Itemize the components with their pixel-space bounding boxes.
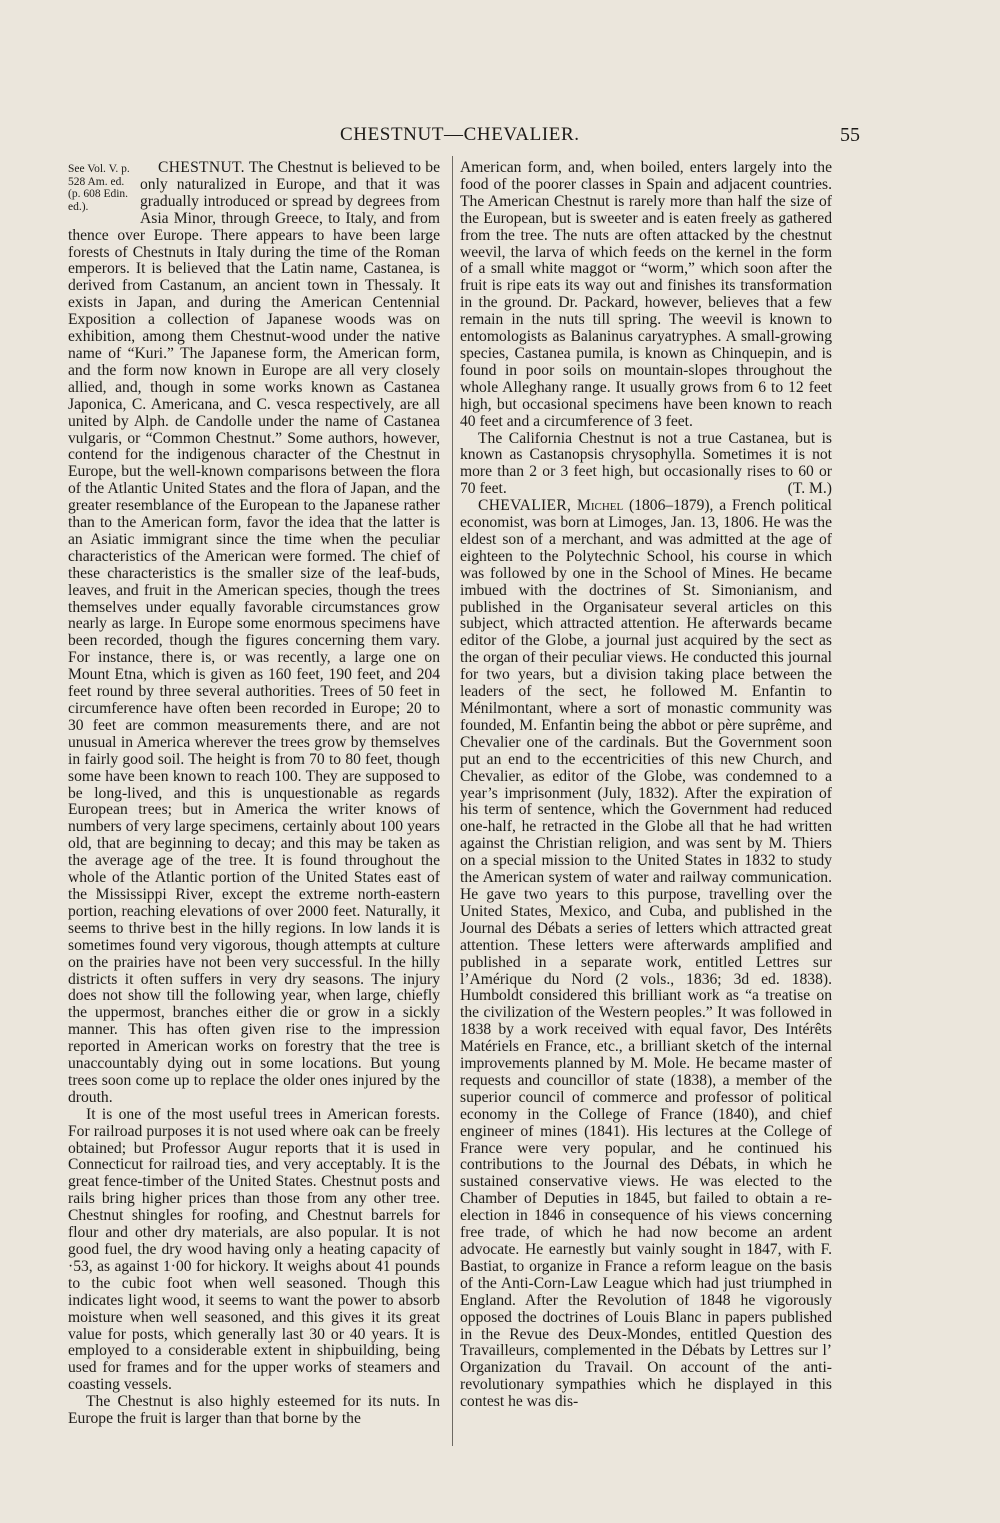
headword-chestnut: CHESTNUT. [158, 159, 245, 176]
chestnut-paragraph-3: The Chestnut is also highly esteemed for its nuts. In Europe the fruit is larger than that borne by the [68, 1393, 440, 1428]
author-signature: (T. M.) [787, 480, 832, 498]
column-divider [452, 156, 453, 1446]
chestnut-paragraph-4: American form, and, when boiled, enters largely into the food of the poorer classes in Spain and adjacent countries. The American Chestnut is rarely more than half the size of the European, but is sweeter and is eaten freely as gathered from the tree. The nuts are often attacked by the chestnut weevil, the larva of which feeds on the kernel in the form of a small white maggot or “worm,” which soon after the fruit is ripe eats its way out and finishes its transformation in the ground. Dr. Packard, however, believes that a few remain in the nuts till spring. The weevil is known to entomologists as Balaninus caryatryphes. A small-growing species, Castanea pumila, is known as Chinquepin, and is found in poor soils on mountain-slopes throughout the whole Alleghany range. It usually grows from 6 to 12 feet high, but occasional specimens have been known to reach 40 feet and a circumference of 3 feet. [460, 159, 832, 430]
chestnut-paragraph-2: It is one of the most useful trees in American forests. For railroad purposes it is not used where oak can be freely obtained; but Professor Augur reports that it is used in Connecticut for railroad ties, and very acceptably. It is the great fence-timber of the United States. Chestnut posts and rails bring higher prices than those from any other tree. Chestnut shingles for roofing, and Chestnut barrels for flour and other dry materials, are also popular. It is not good fuel, the dry wood having only a heating capacity of ·53, as against 1·00 for hickory. It weighs about 41 pounds to the cubic foot when well seasoned. Though this indicates light wood, it seems to want the power to absorb moisture when well seasoned, and this gives it its great value for posts, which generally last 30 or 40 years. It is employed to a considerable extent in shipbuilding, being used for frames and for the upper works of steamers and coasting vessels. [68, 1105, 440, 1394]
chevalier-paragraph [460, 498, 832, 1411]
chestnut-paragraph-1 [68, 160, 440, 1107]
headword-chevalier: CHEVALIER, [478, 497, 572, 515]
chestnut-paragraph-5 [460, 431, 832, 499]
chestnut-text-1: The Chestnut is believed to be only naturalized in Europe, and that it was gradually introduced or spread by degrees from Asia Minor, through Greece, to Italy, and from thence over Europe. There appears to have been large forests of Chestnuts in Italy during the time of the Roman emperors. It is believed that the Latin name, Castanea, is derived from Castanum, an ancient town in Thessaly. It exists in Japan, and during the American Centennial Exposition a collection of Japanese woods was on exhibition, among them Chestnut-wood under the native name of “Kuri.” The Japanese form, the American form, and the form now known in Europe are all very closely allied, and, though in some works known as Castanea Japonica, C. Americana, and C. vesca respectively, are all united by Alph. de Candolle under the name of Castanea vulgaris, or “Common Chestnut.” Some authors, however, contend for the indigenous character of the Chestnut in Europe, but the well-known comparisons between the flora of the Atlantic United States and the flora of Japan, and the greater resemblance of the European to the Japanese rather than to the American form, favor the idea that the latter is an Asiatic immigrant since the time when the peculiar characteristics of the American were formed. The chief of these characteristics is the smaller size of the leaf-buds, leaves, and fruit in the American species, though the trees themselves under equally favorable circumstances grow nearly as large. In Europe some enormous specimens have been recorded, though the figures concerning them vary. For instance, there is, or was recently, a large one on Mount Etna, which is given as 160 feet, 190 feet, and 204 feet round by three several authorities. Trees of 50 feet in circumference have often been recorded in Europe; 20 to 30 feet are common measurements there, and are not unusual in America wherever the trees grow by themselves in fairly good soil. The height is from 70 to 80 feet, though some have been known to reach 100. They are supposed to be long-lived, and this is unquestionable as regards European trees; but in America the writer knows of numbers of very large specimens, certainly about 100 years old, that are beginning to decay; and this may be taken as the average age of the tree. It is found throughout the whole of the Atlantic portion of the United States east of the Mississippi River, except the extreme north-eastern portion, reaching elevations of over 2000 feet. Naturally, it seems to thrive best in the hilly regions. In low lands it is sometimes found very vigorous, though attempts at culture on the prairies have not been very successful. In the hilly districts it often suffers in very dry seasons. The injury does not show till the following year, when large, chiefly the uppermost, branches either die or grow in a sickly manner. This has often given rise to the impression reported in American works on forestry that the tree is unaccountably dying out in some locations. But young trees soon come up to replace the older ones injured by the drouth. [68, 159, 440, 1106]
running-head [0, 124, 1000, 154]
page-header-title: CHESTNUT—CHEVALIER. [340, 124, 580, 145]
page-number: 55 [840, 124, 860, 146]
chestnut-text-5: The California Chestnut is not a true Castanea, but is known as Castanopsis chrysophylla. Sometimes it is not more than 2 or 3 feet high, but occasionally rises to 60 or 70 feet. [460, 429, 832, 498]
chevalier-text: (1806–1879), a French political economist, was born at Limoges, Jan. 13, 1806. He was the eldest son of a merchant, and was admitted at the age of eighteen to the Polytechnic School, his course in which was followed by one in the School of Mines. He became imbued with the doctrines of St. Simonianism, and published in the Organisateur several articles on this subject, which attracted attention. He afterwards became editor of the Globe, a journal just acquired by the sect as the organ of their peculiar views. He conducted this journal for two years, but a division taking place between the leaders of the sect, he followed M. Enfantin to Ménilmontant, where a sort of monastic community was founded, M. Enfantin being the abbot or père suprême, and Chevalier one of the cardinals. But the Government soon put an end to the eccentricities of this new Church, and Chevalier, as editor of the Globe, was condemned to a year’s imprisonment (July, 1832). After the expiration of his term of sentence, which the Government had reduced one-half, he retracted in the Globe all that he had written against the Christian religion, and was sent by M. Thiers on a special mission to the United States in 1832 to study the American system of water and railway communication. He gave two years to this purpose, travelling over the United States, Mexico, and Cuba, and published in the Journal des Débats a series of letters which attracted great attention. These letters were afterwards amplified and published in a separate work, entitled Lettres sur l’Amérique du Nord (2 vols., 1836; 3d ed. 1838). Humboldt considered this brilliant work as “a treatise on the civilization of the Western peoples.” It was followed in 1838 by a work received with equal favor, Des Intérêts Matériels en France, etc., a brilliant sketch of the internal improvements planned by M. Mole. He became master of requests and councillor of state (1838), a member of the superior council of commerce and professor of political economy in the College of France (1840), and chief engineer of mines (1841). His lectures at the College of France were very popular, and he continued his contributions to the Journal des Débats, in which he sustained conservative views. He was elected to the Chamber of Deputies in 1845, but failed to obtain a re-election in 1846 in consequence of his views concerning free trade, of which he had now become an ardent advocate. He earnestly but vainly sought in 1847, with F. Bastiat, to organize in France a reform league on the basis of the Anti-Corn-Law League which had just triumphed in England. After the Revolution of 1848 he vigorously opposed the doctrines of Louis Blanc in papers published in the Revue des Deux-Mondes, entitled Question des Travailleurs, complemented in the Débats by Lettres sur l’ Organization du Travail. On account of the anti-revolutionary sympathies which he displayed in this contest he was dis- [460, 497, 832, 1411]
left-column [68, 160, 440, 1428]
margin-note: See Vol. V. p. 528 Am. ed. (p. 608 Edin. ed.). [68, 163, 130, 213]
right-column [460, 160, 832, 1411]
headword-given-name: Michel [577, 497, 624, 515]
